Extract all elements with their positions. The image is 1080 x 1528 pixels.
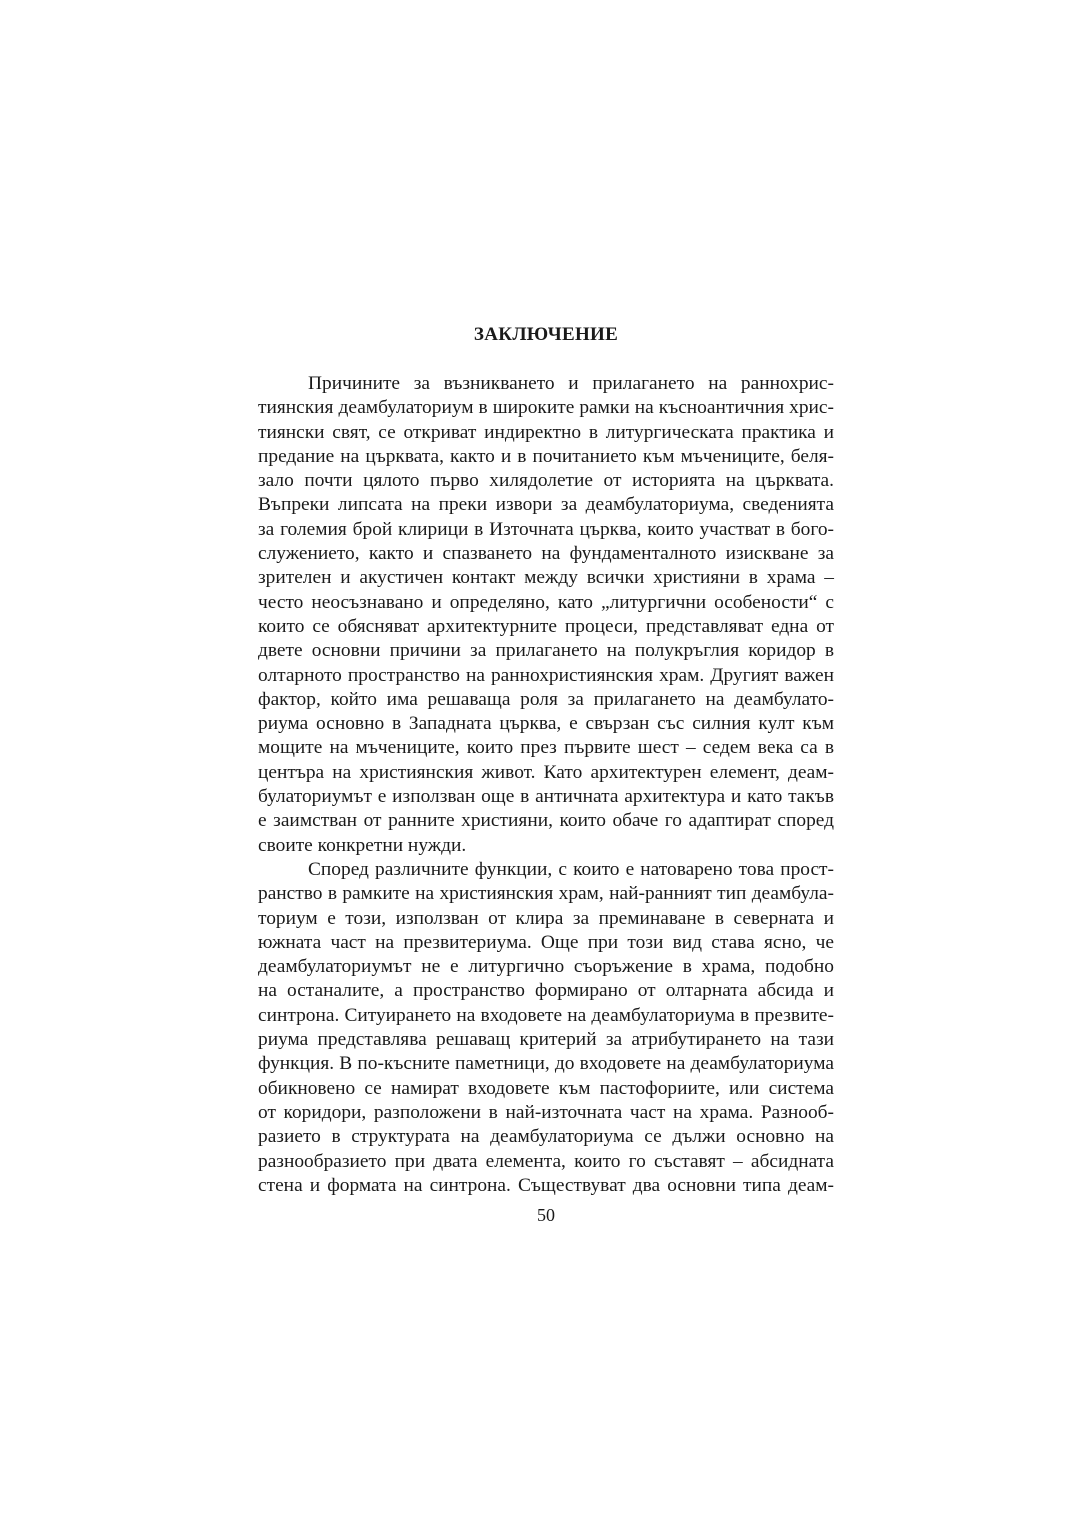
text-line: двете основни причини за прилагането на полукръглия коридор в — [258, 640, 834, 662]
text-line: функция. В по-късните паметници, до входовете на деамбулаториума — [258, 1053, 834, 1075]
text-line: зало почти цялото първо хилядолетие от историята на църквата. — [258, 470, 834, 492]
text-line: често неосъзнавано и определяно, като „литургични особености“ с — [258, 591, 834, 613]
paragraph-1 — [258, 372, 834, 858]
chapter-heading: ЗАКЛЮЧЕНИЕ — [473, 324, 619, 345]
text-line: ториум е този, използван от клира за преминаване в северната и — [258, 907, 834, 929]
text-line: предание на църквата, както и в почитанието към мъчениците, беля- — [258, 445, 834, 467]
text-line: стена и формата на синтрона. Съществуват два основни типа деам- — [258, 1174, 834, 1196]
text-line: Причините за възникването и прилагането на раннохрис- — [308, 373, 834, 394]
text-line: синтрона. Ситуирането на входовете на деамбулаториума в презвите- — [258, 1004, 834, 1026]
text-line: булаториумът е използван още в античната архитектура и като такъв — [258, 786, 834, 808]
text-line: за големия брой клирици в Източната църква, които участват в бого- — [258, 518, 834, 540]
text-line: разието в структурата на деамбулаториума се дължи основно на — [258, 1126, 834, 1148]
text-line: тиянски свят, се откриват индиректно в литургическата практика и — [258, 421, 834, 443]
paragraph-2 — [258, 858, 834, 1198]
text-line: Въпреки липсата на преки извори за деамбулаториума, сведенията — [258, 494, 834, 516]
text-line: риума представлява решаващ критерий за атрибутирането на тази — [258, 1029, 834, 1051]
text-line: разнообразието при двата елемента, които го съставят – абсидната — [258, 1150, 834, 1172]
page-number: 50 — [537, 1205, 555, 1225]
text-line: центъра на християнския живот. Като архитектурен елемент, деам- — [258, 761, 834, 783]
text-line: от коридори, разположени в най-източната част на храма. Разнооб- — [258, 1101, 834, 1123]
body-text — [258, 372, 834, 1198]
text-line: на останалите, а пространство формирано от олтарната абсида и — [258, 980, 834, 1002]
text-line: своите конкретни нужди. — [258, 834, 467, 856]
text-line: мощите на мъчениците, които през първите шест – седем века са в — [258, 737, 834, 759]
text-line: обикновено се намират входовете към пастофориите, или система — [258, 1077, 834, 1099]
text-line: риума основно в Западната църква, е свързан със силния култ към — [258, 713, 834, 735]
text-line: е заимстван от ранните християни, които обаче го адаптират според — [258, 810, 834, 832]
text-line: които се обясняват архитектурните процеси, представляват една от — [258, 615, 834, 637]
text-line: тиянския деамбулаториум в широките рамки на късноантичния хрис- — [258, 397, 834, 419]
text-line: южната част на презвитериума. Още при този вид става ясно, че — [258, 931, 834, 953]
text-line: олтарното пространство на раннохристиянския храм. Другият важен — [258, 664, 834, 686]
text-line: Според различните функции, с които е натоварено това прост- — [308, 858, 834, 880]
text-line: зрителен и акустичен контакт между всички християни в храма – — [258, 567, 834, 589]
text-line: служението, както и спазването на фундаменталното изискване за — [258, 543, 834, 565]
text-line: деамбулаториумът не е литургично съоръжение в храма, подобно — [258, 956, 834, 978]
text-line: фактор, който има решаваща роля за прилагането на деамбулато- — [258, 688, 834, 710]
text-line: ранство в рамките на християнския храм, най-ранният тип деамбула- — [258, 883, 834, 905]
